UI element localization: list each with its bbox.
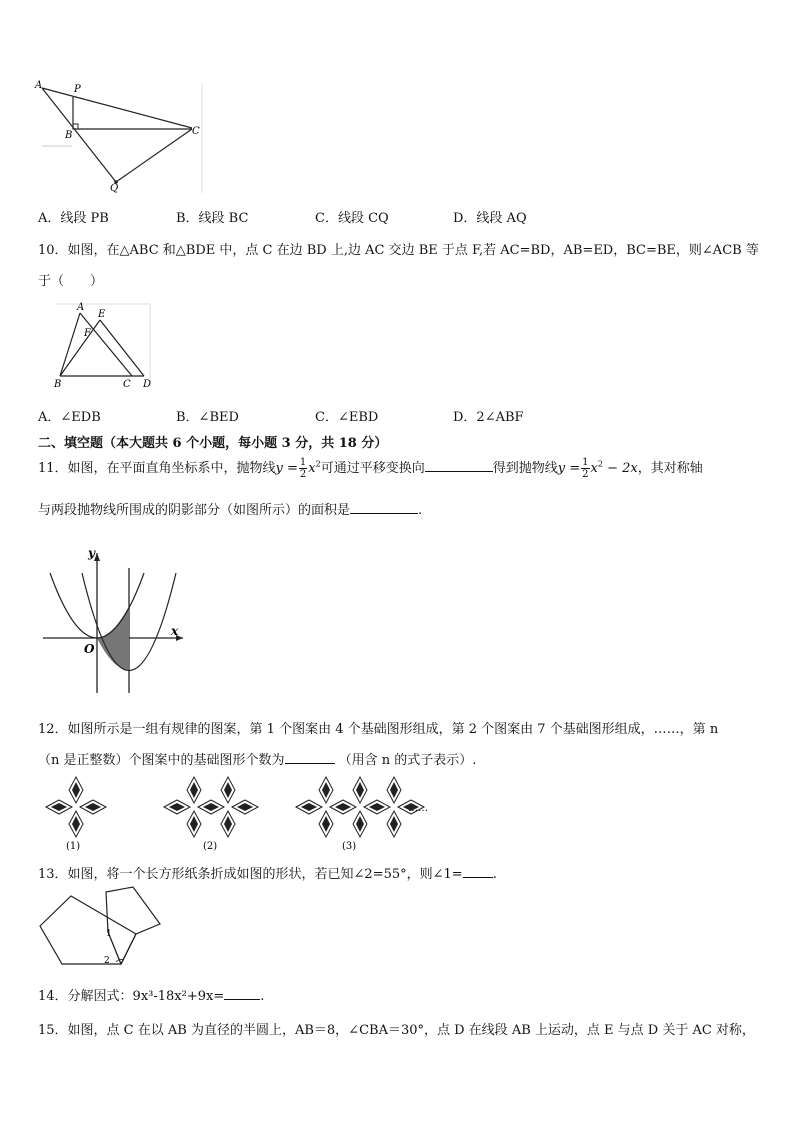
section-heading: 二、填空题（本大题共 6 个小题，每小题 3 分，共 18 分） (38, 436, 388, 451)
q12-caption-3: (3) (342, 841, 357, 852)
q10-option-d: D．2∠ABF (453, 410, 524, 425)
q9-label-q: Q (110, 183, 119, 194)
q9-option-c: C．线段 CQ (315, 211, 389, 226)
q10-label-c: C (123, 379, 131, 390)
q12-pattern-2 (164, 777, 258, 837)
q10-label-f: F (84, 328, 91, 339)
q10-text-line2: 于（ ） (38, 274, 104, 289)
q11-blank-2[interactable] (350, 501, 418, 514)
q11-blank-1[interactable] (425, 459, 493, 472)
q11-eq2-tail: − 2x (602, 461, 638, 476)
q12-pattern-1 (46, 777, 106, 837)
q11-text-line2: 与两段抛物线所围成的阴影部分（如图所示）的面积是 . (38, 503, 423, 518)
q15-text: 15．如图，点 C 在以 AB 为直径的半圆上，AB＝8，∠CBA＝30°，点 D 在线段 AB 上运动，点 E 与点 D 关于 AC 对称， (38, 1023, 755, 1038)
q10-label-a: A (77, 302, 85, 313)
q13-blank[interactable] (463, 865, 493, 878)
q9-option-a: A．线段 PB (38, 211, 109, 226)
q10-text-line1: 10．如图，在△ABC 和△BDE 中，点 C 在边 BD 上,边 AC 交边 BE 于点 F,若 AC=BD，AB=ED，BC=BE，则∠ACB 等 (38, 243, 759, 258)
q11-part2: 可通过平移变换向 (320, 461, 425, 476)
q13-angle-1-label: 1 (106, 929, 112, 939)
q11-axis-x-label: x (171, 624, 179, 638)
q9-label-c: C (192, 126, 200, 137)
q11-graph (38, 543, 188, 698)
q11-eq2-lhs: y = (557, 461, 581, 476)
q12-patterns (40, 774, 440, 852)
q11-eq1-fraction: $\frac{1}{2}$ (299, 457, 307, 480)
q12-text-line2: （n 是正整数）个图案中的基础图形个数为 （用含 n 的式子表示）. (38, 753, 477, 768)
q13-text: 13．如图，将一个长方形纸条折成如图的形状，若已知∠2=55°，则∠1= . (38, 867, 497, 882)
q11-eq2-fraction: $\frac{1}{2}$ (582, 457, 589, 480)
q11-eq1-rhs: x (308, 461, 316, 476)
q14-text: 14．分解因式：9x³-18x²+9x= . (38, 989, 265, 1004)
q10-option-b: B．∠BED (176, 410, 239, 425)
q11-axis-y-label: y (88, 546, 95, 560)
q9-label-p: P (74, 84, 81, 95)
q10-option-a: A．∠EDB (38, 410, 101, 425)
q9-label-b: B (65, 130, 73, 141)
q10-figure (50, 298, 160, 393)
q9-figure (32, 78, 207, 198)
q12-blank[interactable] (285, 751, 335, 764)
q13-figure (36, 884, 166, 970)
q11-part1: 11．如图，在平面直角坐标系中，抛物线 (38, 461, 276, 476)
q12-text-line1: 12．如图所示是一组有规律的图案，第 1 个图案由 4 个基础图形组成，第 2 个图案由 7 个基础图形组成，……，第 n (38, 722, 719, 737)
q10-label-d: D (143, 379, 152, 390)
q11-eq1-lhs: y = (275, 461, 298, 476)
q11-part3: 得到抛物线 (492, 461, 558, 476)
q11-part4: ，其对称轴 (637, 461, 703, 476)
q11-origin-label: O (84, 642, 95, 656)
q9-option-b: B．线段 BC (176, 211, 249, 226)
q13-angle-2-label: 2 (104, 956, 110, 966)
q10-label-b: B (54, 379, 62, 390)
q12-caption-2: (2) (203, 841, 218, 852)
q12-ellipsis: …… (408, 803, 428, 814)
q14-blank[interactable] (224, 987, 260, 1000)
q9-option-d: D．线段 AQ (453, 211, 527, 226)
q12-caption-1: (1) (66, 841, 81, 852)
q12-pattern-3 (296, 777, 424, 837)
q10-option-c: C．∠EBD (315, 410, 379, 425)
q9-label-a: A (35, 80, 43, 91)
q11-text-line1: 11．如图，在平面直角坐标系中，抛物线y = $\frac{1}{2}$ $x^2$可通过平移变换向 得到抛物线y = $\frac{1}{2}$ $x^2 - 2x$，其对称轴 (38, 457, 703, 480)
q11-eq2-rhs: x (590, 461, 598, 476)
q10-label-e: E (98, 309, 106, 320)
